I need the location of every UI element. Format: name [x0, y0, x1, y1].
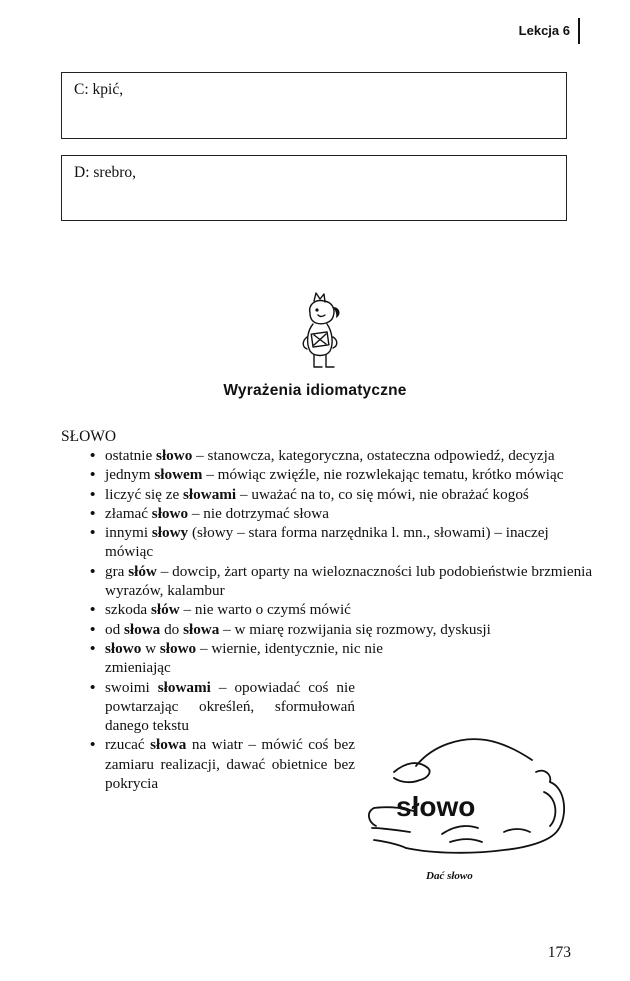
hand-word: słowo	[396, 791, 476, 822]
list-item: • rzucać słowa na wiatr – mówić coś bez zamiaru realizacji, dawać obietnice bez pokrycia	[90, 735, 355, 793]
page-number: 173	[547, 944, 571, 961]
lesson-header: Lekcja 6	[519, 18, 580, 44]
illustration-caption: Dać słowo	[426, 870, 473, 882]
answer-box-d	[61, 155, 567, 221]
giving-hand-icon	[354, 732, 572, 866]
list-item: • swoimi słowami – opowiadać coś nie powtarzając określeń, sformułowań danego tekstu	[90, 678, 355, 736]
mascot-icon	[292, 291, 348, 375]
section-title: Wyrażenia idiomatyczne	[223, 382, 407, 399]
list-item: • jednym słowem – mówiąc zwięźle, nie rozwlekając tematu, krótko mówiąc	[90, 465, 600, 484]
list-item: • słowo w słowo – wiernie, identycznie, nic nie zmieniając	[90, 639, 425, 678]
list-item: • od słowa do słowa – w miarę rozwijania się rozmowy, dyskusji	[90, 620, 600, 639]
list-item: • złamać słowo – nie dotrzymać słowa	[90, 504, 600, 523]
list-item: • ostatnie słowo – stanowcza, kategoryczna, ostateczna odpowiedź, decyzja	[90, 446, 600, 465]
list-item: • innymi słowy (słowy – stara forma narzędnika l. mn., słowami) – inaczej mówiąc	[90, 523, 600, 562]
answer-box-c	[61, 72, 567, 139]
list-item: • gra słów – dowcip, żart oparty na wieloznaczności lub podobieństwie brzmienia wyrazów, kalambur	[90, 562, 600, 601]
answer-box-text: C: kpić,	[74, 81, 124, 98]
list-item: • liczyć się ze słowami – uważać na to, co się mówi, nie obrażać kogoś	[90, 485, 600, 504]
headword: SŁOWO	[61, 428, 117, 445]
list-item: • szkoda słów – nie warto o czymś mówić	[90, 600, 600, 619]
answer-box-text: D: srebro,	[74, 164, 136, 181]
